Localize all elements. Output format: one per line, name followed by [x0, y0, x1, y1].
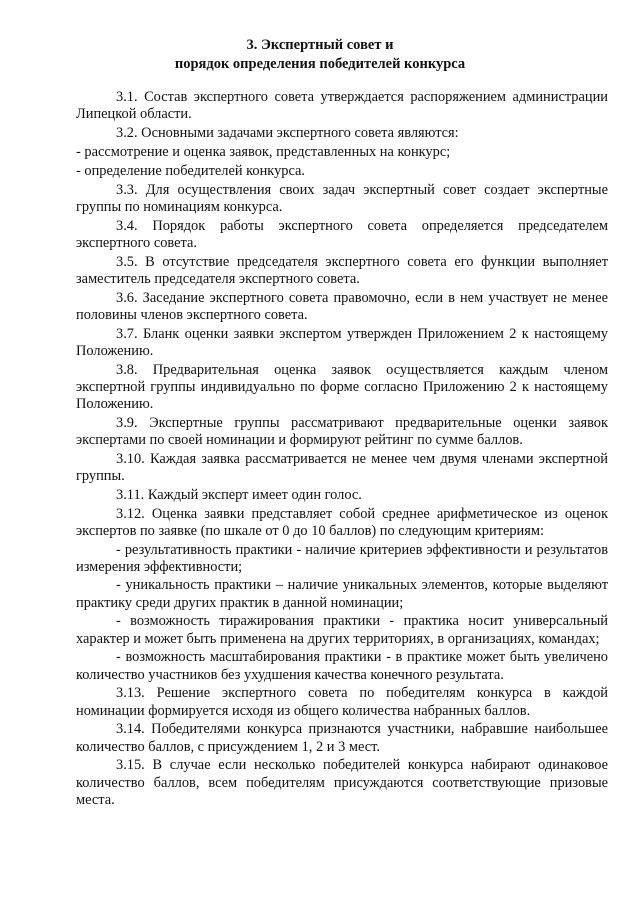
list-item: - результативность практики - наличие критериев эффективности и результатов измерения эффективности;: [76, 541, 608, 575]
list-item: - уникальность практики – наличие уникальных элементов, которые выделяют практику среди других практик в данной номинации;: [76, 577, 608, 611]
paragraph-3-2: 3.2. Основными задачами экспертного совета являются:: [116, 124, 459, 141]
paragraph-3-12: 3.12. Оценка заявки представляет собой среднее арифметическое из оценок экспертов по заявке (по шкале от 0 до 10 баллов) по следующим критериям:: [76, 505, 608, 539]
list-item: - возможность тиражирования практики - практика носит универсальный характер и может быть применена на других территориях, в организациях, командах;: [76, 613, 608, 647]
paragraph-3-1: 3.1. Состав экспертного совета утверждается распоряжением администрации Липецкой области.: [76, 89, 608, 123]
paragraph-3-14: 3.14. Победителями конкурса признаются участники, набравшие наибольшее количество баллов, с присуждением 1, 2 и 3 мест.: [76, 721, 608, 755]
paragraph-3-5: 3.5. В отсутствие председателя экспертного совета его функции выполняет заместитель председателя экспертного совета.: [76, 253, 608, 287]
paragraph-3-3: 3.3. Для осуществления своих задач экспертный совет создает экспертные группы по номинациям конкурса.: [76, 181, 608, 215]
section-body: [76, 89, 608, 810]
list-item: - рассмотрение и оценка заявок, представленных на конкурс;: [76, 143, 451, 160]
paragraph-3-11: 3.11. Каждый эксперт имеет один голос.: [116, 486, 362, 503]
paragraph-3-7: 3.7. Бланк оценки заявки экспертом утвержден Приложением 2 к настоящему Положению.: [76, 325, 608, 359]
section-heading-line-1: 3. Экспертный совет и: [246, 37, 394, 53]
list-item: - возможность масштабирования практики - в практике может быть увеличено количество участников без ухудшения качества конечного результата.: [76, 649, 608, 683]
list-item: - определение победителей конкурса.: [76, 162, 306, 179]
paragraph-3-15: 3.15. В случае если несколько победителей конкурса набирают одинаковое количество баллов, всем победителям присуждаются соответствующие призовые места.: [76, 757, 608, 808]
section-heading-line-2: порядок определения победителей конкурса: [174, 56, 466, 72]
paragraph-3-9: 3.9. Экспертные группы рассматривают предварительные оценки заявок экспертами по своей номинации и формируют рейтинг по сумме баллов.: [76, 414, 608, 448]
paragraph-3-13: 3.13. Решение экспертного совета по победителям конкурса в каждой номинации формируется исходя из общего количества набранных баллов.: [76, 685, 608, 719]
paragraph-3-10: 3.10. Каждая заявка рассматривается не менее чем двумя членами экспертной группы.: [76, 450, 608, 484]
paragraph-3-4: 3.4. Порядок работы экспертного совета определяется председателем экспертного совета.: [76, 217, 608, 251]
paragraph-3-6: 3.6. Заседание экспертного совета правомочно, если в нем участвует не менее половины членов экспертного совета.: [76, 289, 608, 323]
section-heading: [70, 36, 570, 74]
paragraph-3-8: 3.8. Предварительная оценка заявок осуществляется каждым членом экспертной группы индивидуально по форме согласно Приложению 2 к настоящему Положению.: [76, 361, 608, 412]
